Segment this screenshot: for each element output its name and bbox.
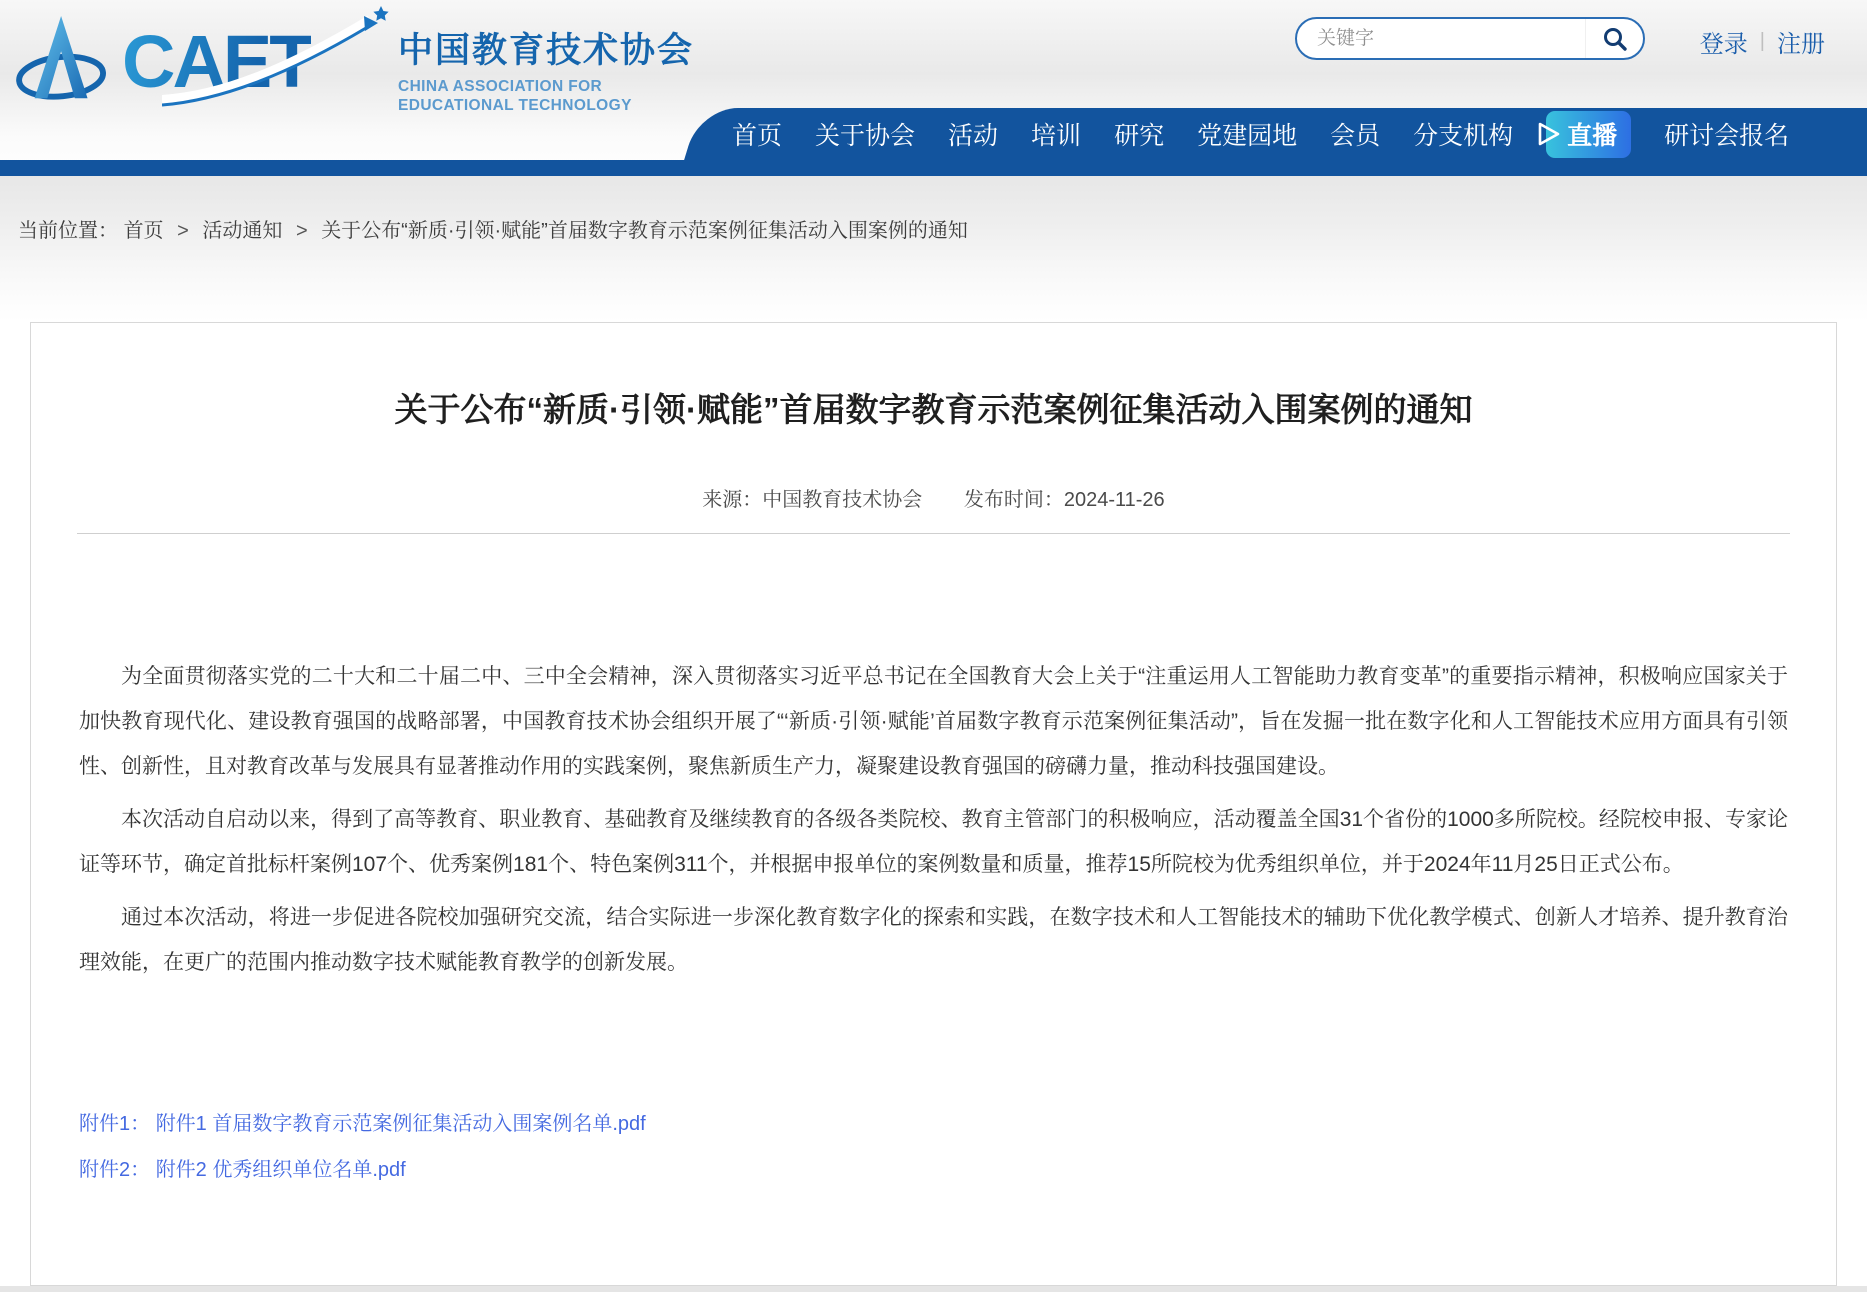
breadcrumb-home[interactable]: 首页: [123, 220, 164, 242]
breadcrumb-separator: >: [177, 220, 189, 242]
site-logo[interactable]: [16, 8, 694, 118]
auth-divider: |: [1759, 30, 1765, 52]
article-publish-time: [964, 489, 1165, 511]
article-source: [702, 489, 922, 511]
main-content: [0, 322, 1867, 1286]
nav-item-home[interactable]: 首页: [732, 122, 783, 150]
search-icon: [1602, 26, 1628, 52]
logo-english-line1: CHINA ASSOCIATION FOR: [398, 78, 603, 95]
article-paragraph: 通过本次活动，将进一步促进各院校加强研究交流，结合实际进一步深化教育数字化的探索和实践，在数字技术和人工智能技术的辅助下优化教学模式、创新人才培养、提升教育治理效能，在更广的范围内推动数字技术赋能教育教学的创新发展。: [79, 906, 1788, 974]
attachment-2-filename: 附件2 优秀组织单位名单.pdf: [155, 1159, 406, 1181]
nav-item-research[interactable]: 研究: [1114, 122, 1165, 150]
login-link[interactable]: 登录: [1699, 31, 1748, 58]
source-label: 来源：: [702, 489, 763, 511]
breadcrumb-prefix: 当前位置：: [18, 220, 118, 242]
article-title: 关于公布“新质·引领·赋能”首届数字教育示范案例征集活动入围案例的通知: [394, 391, 1473, 428]
breadcrumb-band: [0, 176, 1867, 322]
logo-chinese-name: 中国教育技术协会: [398, 31, 695, 70]
nav-item-party-building[interactable]: 党建园地: [1197, 122, 1298, 150]
nav-item-seminar-signup[interactable]: 研讨会报名: [1664, 122, 1790, 150]
attachment-2-link[interactable]: [79, 1159, 406, 1181]
breadcrumb-current-page: 关于公布“新质·引领·赋能”首届数字教育示范案例征集活动入围案例的通知: [321, 220, 968, 242]
nav-item-about[interactable]: 关于协会: [815, 122, 916, 150]
main-nav: [679, 108, 1867, 176]
article-body: [79, 654, 1788, 985]
search-button[interactable]: [1585, 19, 1643, 58]
publish-label: 发布时间：: [963, 489, 1064, 511]
article-card: [30, 322, 1837, 1286]
source-value: 中国教育技术协会: [762, 489, 923, 511]
breadcrumb-activity-notices[interactable]: 活动通知: [202, 220, 283, 242]
attachment-2-label: 附件2：: [79, 1159, 151, 1181]
nav-item-activities[interactable]: 活动: [948, 122, 999, 150]
page-bottom-strip: [0, 1286, 1867, 1292]
logo-acronym: CAET: [122, 20, 312, 103]
attachment-1-link[interactable]: [79, 1113, 646, 1135]
search-box: [1295, 17, 1645, 60]
search-input[interactable]: [1297, 19, 1585, 58]
auth-links: [1700, 24, 1825, 59]
attachment-1-label: 附件1：: [79, 1113, 151, 1135]
article-paragraph: 为全面贯彻落实党的二十大和二十届二中、三中全会精神，深入贯彻落实习近平总书记在全国教育大会上关于“注重运用人工智能助力教育变革”的重要指示精神，积极响应国家关于加快教育现代化、建设教育强国的战略部署，中国教育技术协会组织开展了“‘新质·引领·赋能’首届数字教育示范案例征集活动”，旨在发掘一批在数字化和人工智能技术应用方面具有引领性、创新性，且对教育改革与发展具有显著推动作用的实践案例，聚焦新质生产力，凝聚建设教育强国的磅礴力量，推动科技强国建设。: [79, 665, 1788, 778]
breadcrumb: [0, 176, 1867, 243]
publish-date: 2024-11-26: [1063, 489, 1165, 511]
nav-live-label: 直播: [1567, 121, 1618, 150]
article-meta: [31, 487, 1836, 513]
attachment-row: [79, 1147, 1788, 1193]
nav-live-button[interactable]: [1546, 111, 1631, 158]
nav-item-branches[interactable]: 分支机构: [1413, 122, 1514, 150]
logo-english-line2: EDUCATIONAL TECHNOLOGY: [398, 97, 632, 114]
site-header: [0, 0, 1867, 176]
breadcrumb-separator: >: [295, 220, 308, 242]
logo-emblem-icon: [16, 11, 114, 115]
attachment-1-filename: 附件1 首届数字教育示范案例征集活动入围案例名单.pdf: [155, 1113, 646, 1135]
article-paragraph: 本次活动自启动以来，得到了高等教育、职业教育、基础教育及继续教育的各级各类院校、教育主管部门的积极响应，活动覆盖全国31个省份的1000多所院校。经院校申报、专家论证等环节，确定首批标杆案例107个、优秀案例181个、特色案例311个，并根据申报单位的案例数量和质量，推荐15所院校为优秀组织单位，并于2024年11月25日正式公布。: [79, 808, 1788, 876]
meta-divider: [77, 533, 1790, 534]
register-link[interactable]: 注册: [1777, 31, 1825, 58]
nav-item-members[interactable]: 会员: [1330, 122, 1381, 150]
logo-english-name: [398, 77, 694, 115]
attachments: [79, 1101, 1788, 1193]
attachment-row: [79, 1101, 1788, 1147]
play-icon: [1536, 121, 1562, 147]
nav-item-training[interactable]: 培训: [1031, 122, 1082, 150]
